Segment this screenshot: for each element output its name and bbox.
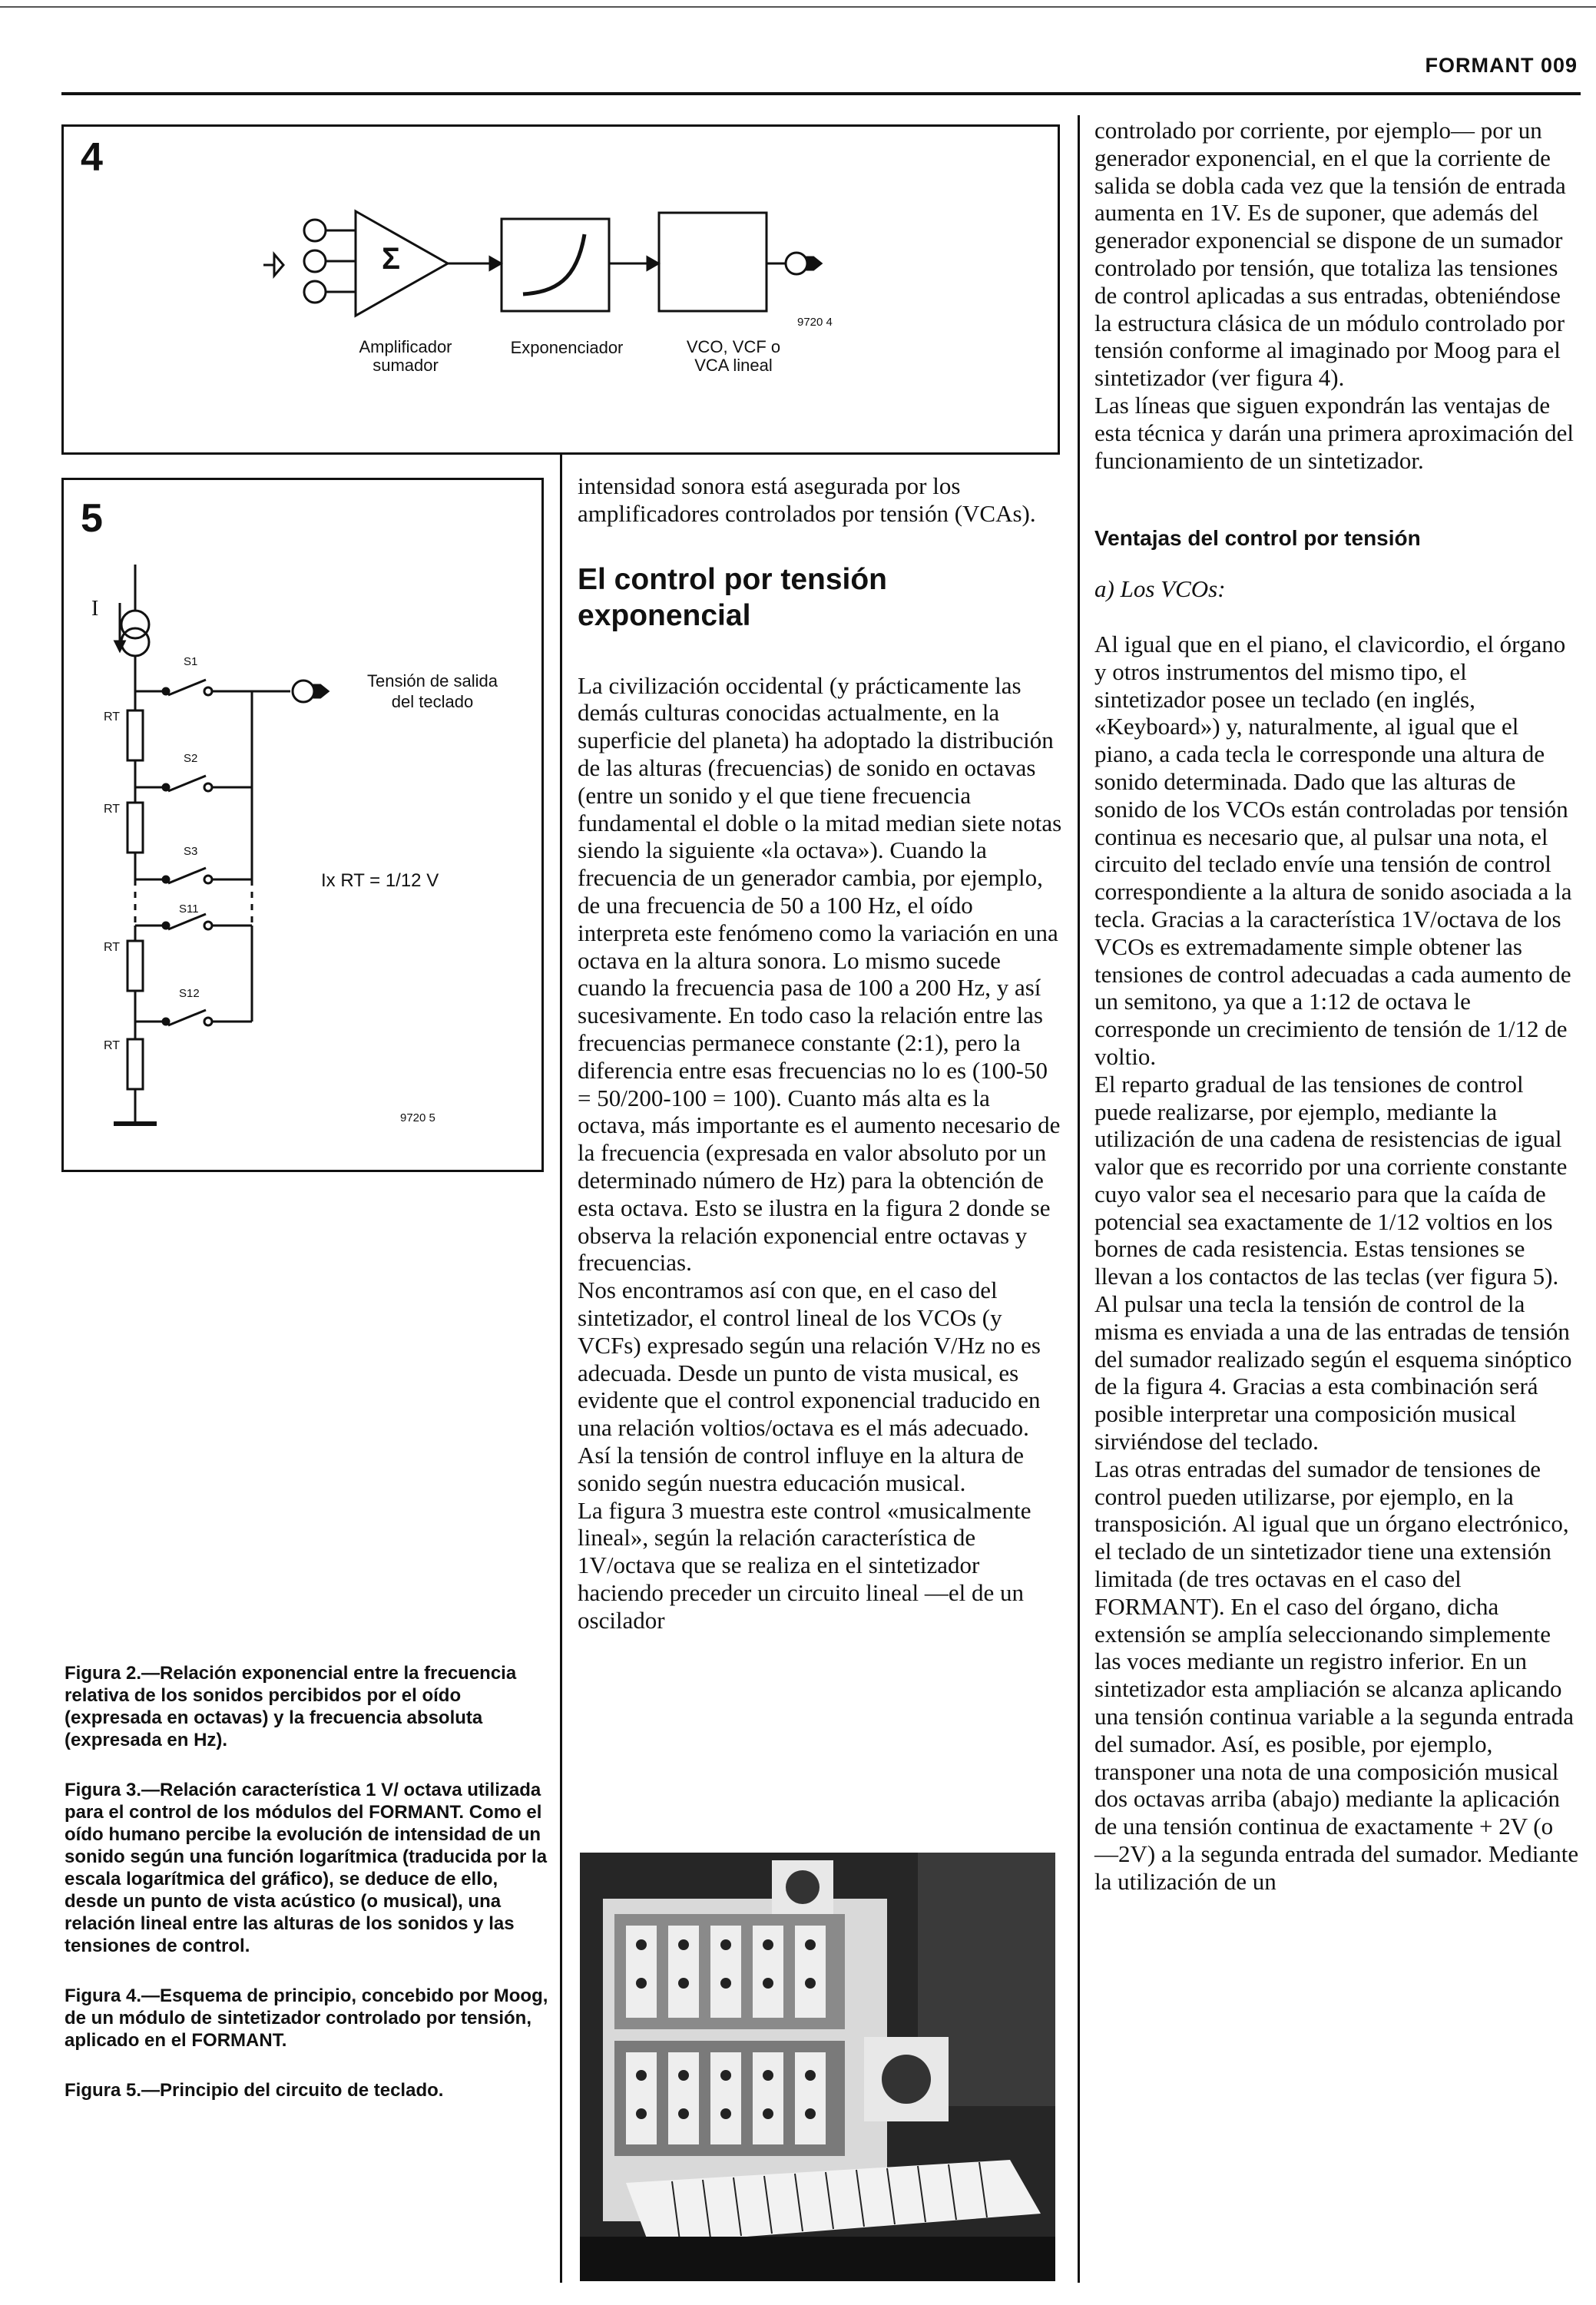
switch-label-11: S11 [179,902,199,916]
output-label-line1: Tensión de salida [366,671,498,691]
section-heading-advantages: Ventajas del control por tensión [1094,526,1421,551]
output-label-line2: del teclado [391,692,474,711]
column-divider-left [560,455,562,2283]
caption-figure-4: Figura 4.—Esquema de principio, concebido por Moog, de un módulo de sintetizador controlado por tensión, aplicado en el FORMANT. [65,1985,548,2051]
resistor-12 [127,1039,143,1089]
column-divider-right [1078,115,1080,2283]
input-circle-2 [304,250,326,272]
switch-label-2: S2 [184,752,198,765]
resistor-label-1: RT [104,710,121,724]
right-column [1094,117,1580,1896]
right-paragraph-3: Las otras entradas del sumador de tensiones de control pueden utilizarse, por ejemplo, en la transposición. Al igual que un órgano electrónico, el teclado de un sintetizador tiene una extensión limitada (de tres octavas en el caso del FORMANT). En el caso del órgano, dicha extensión se amplía seleccionando simplemente las voces mediante un registro inferior. En un sintetizador esta ampliación se alcanza aplicando una tensión continua variable a la segunda entrada del sumador. Así, es posible, por ejemplo, transponer una nota de una composición musical dos octavas arriba (abajo) mediante la aplicación de una tensión continua de exactamente + 2V (o —2V) a la segunda entrada del sumador. Mediante la utilización de un [1094,1455,1579,1895]
middle-paragraph-3: La figura 3 muestra este control «musicalmente lineal», según la relación característica de 1V/octava que se realiza en el sintetizador haciendo preceder un circuito lineal —el de un oscilador [578,1496,1031,1634]
figure-4-code: 9720 4 [797,316,833,329]
vco-label-line2: VCA lineal [694,356,773,375]
figure-5-code: 9720 5 [400,1111,435,1124]
switch-label-1: S1 [184,655,198,668]
current-source-circle-1 [121,611,149,638]
exponentiator-label: Exponenciador [510,338,624,357]
middle-column [578,472,1063,1634]
top-border [0,6,1596,8]
resistor-2 [127,803,143,853]
figure-captions [65,1662,548,2129]
resistor-1 [127,710,143,760]
amplifier-label-line1: Amplificador [359,337,452,356]
figure-5-box [61,478,544,1172]
current-source-circle-2 [121,628,149,656]
right-paragraph-2: El reparto gradual de las tensiones de control puede realizarse, por ejemplo, mediante la utilización de una cadena de resistencias de igual valor que es recorrido por una corriente constante cuyo valor sea el necesario para que la caída de potencial sea exactamente de 1/12 voltios en los bornes de cada resistencia. Estas tensiones se llevan a los contactos de las teclas (ver figura 5). Al pulsar una tecla la tensión de control de la misma es enviada a una de las entradas de tensión del sumador realizado según el esquema sinóptico de la figura 4. Gracias a esta combinación será posible interpretar una composición musical sirviéndose del teclado. [1094,1070,1572,1456]
caption-figure-5: Figura 5.—Principio del circuito de teclado. [65,2080,444,2101]
figure-4-box [61,124,1060,455]
right-paragraph-1: Al igual que en el piano, el clavicordio, el órgano y otros instrumentos del mismo tipo, el sintetizador posee un teclado (en inglés, «Keyboard») y, naturalmente, al igual que el piano, a cada tecla le corresponde una altura de sonido determinada. Dado que las alturas de sonido de los VCOs están controladas por tensión continua es necesario que, al pulsar una nota, el circuito del teclado envíe una tensión de control correspondiente a la altura de sonido asociada a la tecla. Gracias a la característica 1V/octava de los VCOs es extremadamente simple obtener las tensiones de control adecuadas a cada aumento de un semitono, ya que a 1:12 de octava le corresponde un crecimiento de tensión de 1/12 de voltio. [1094,630,1572,1070]
amplifier-label-line2: sumador [373,356,439,375]
header-rule [61,92,1581,95]
resistor-label-12: RT [104,1039,121,1052]
input-circle-3 [304,281,326,303]
right-intro-1: controlado por corriente, por ejemplo— por un generador exponencial, en el que la corriente de salida se dobla cada vez que la tensión de entrada aumenta en 1V. Es de suponer, que además del generador exponencial se dispone de un sumador controlado por tensión, que totaliza las tensiones de control aplicadas a sus entradas, obteniéndose la estructura clásica de un módulo controlado por tensión conforme al imaginado por Moog para el sintetizador (ver figura 4). [1094,117,1566,392]
switch-label-3: S3 [184,845,198,858]
figure-4-number: 4 [81,135,103,180]
running-header: FORMANT 009 [1425,54,1578,77]
exponentiator-block [502,219,609,311]
section-heading-exponential: El control por tensión exponencial [578,562,888,632]
resistor-label-11: RT [104,941,121,954]
figure-5-keyboard-circuit [64,480,541,1170]
vco-label-line1: VCO, VCF o [686,337,781,356]
switch-label-12: S12 [179,987,200,1000]
caption-figure-2: Figura 2.—Relación exponencial entre la frecuencia relativa de los sonidos percibidos por el oído (expresada en octavas) y la frecuencia absoluta (expresada en Hz). [65,1663,517,1750]
synthesizer-photo-drawing [580,1853,1055,2281]
right-intro-2: Las líneas que siguen expondrán las ventajas de esta técnica y darán una primera aproximación del funcionamiento de un sintetizador. [1094,391,1574,474]
figure-5-number: 5 [81,496,103,541]
middle-paragraph-2: Nos encontramos así con que, en el caso del sintetizador, el control lineal de los VCOs (y VCFs) expresado según una relación V/Hz no es adecuada. Desde un punto de vista musical, es evidente que el control exponencial traducido en una relación voltios/octava es el más adecuado. Así la tensión de control influye en la altura de sonido según nuestra educación musical. [578,1277,1041,1496]
middle-paragraph-1: La civilización occidental (y prácticamente las demás culturas conocidas actualmente, en la superficie del planeta) ha adoptado la distribución de las alturas (frecuencias) de sonido en octavas (entre un sonido y el que tiene frecuencia fundamental el doble o la mitad median siete notas siendo la siguiente «la octava»). Cuando la frecuencia de un generador cambia, por ejemplo, de una frecuencia de 50 a 100 Hz, el oído interpreta este fenómeno como la variación en una octava en la altura sonora. Lo mismo sucede cuando la frecuencia pasa de 100 a 200 Hz, y así sucesivamente. En todo caso la relación entre las frecuencias permanece constante (2:1), pero la diferencia entre esas frecuencias no lo es (100-50 = 50/200-100 = 100). Cuanto más alta es la octava, más importante es el aumento necesario de la frecuencia (expresada en valor absoluto por un determinado número de Hz) para la obtención de esta octava. Esto se ilustra en la figura 2 donde se observa la relación exponencial entre octavas y frecuencias. [578,671,1062,1277]
equation-label: Ix RT = 1/12 V [321,870,439,891]
figure-4-block-diagram [64,127,1058,452]
current-label: I [91,597,99,621]
summing-amplifier-triangle [356,211,448,316]
sum-symbol: Σ [382,242,401,276]
subsection-vcos: a) Los VCOs: [1094,575,1226,603]
middle-intro: intensidad sonora está asegurada por los amplificadores controlados por tensión (VCAs). [578,472,1036,527]
resistor-label-2: RT [104,803,121,816]
output-label [352,671,513,712]
amplifier-label [317,338,494,375]
input-terminal-arrow [263,254,283,276]
vco-label [657,338,810,375]
synthesizer-photo [580,1853,1055,2281]
resistor-11 [127,941,143,991]
vco-block [659,213,767,311]
keyboard-output-circle [293,681,314,702]
caption-figure-3: Figura 3.—Relación característica 1 V/ octava utilizada para el control de los módulos del FORMANT. Como el oído humano percibe la evolución de intensidad de un sonido según una función logarítmica (traducida por la escala logarítmica del gráfico), se deduce de ello, desde un punto de vista acústico (o musical), una relación lineal entre las alturas de los sonidos y las tensiones de control. [65,1780,548,1956]
input-circle-1 [304,220,326,241]
output-circle [786,253,807,274]
